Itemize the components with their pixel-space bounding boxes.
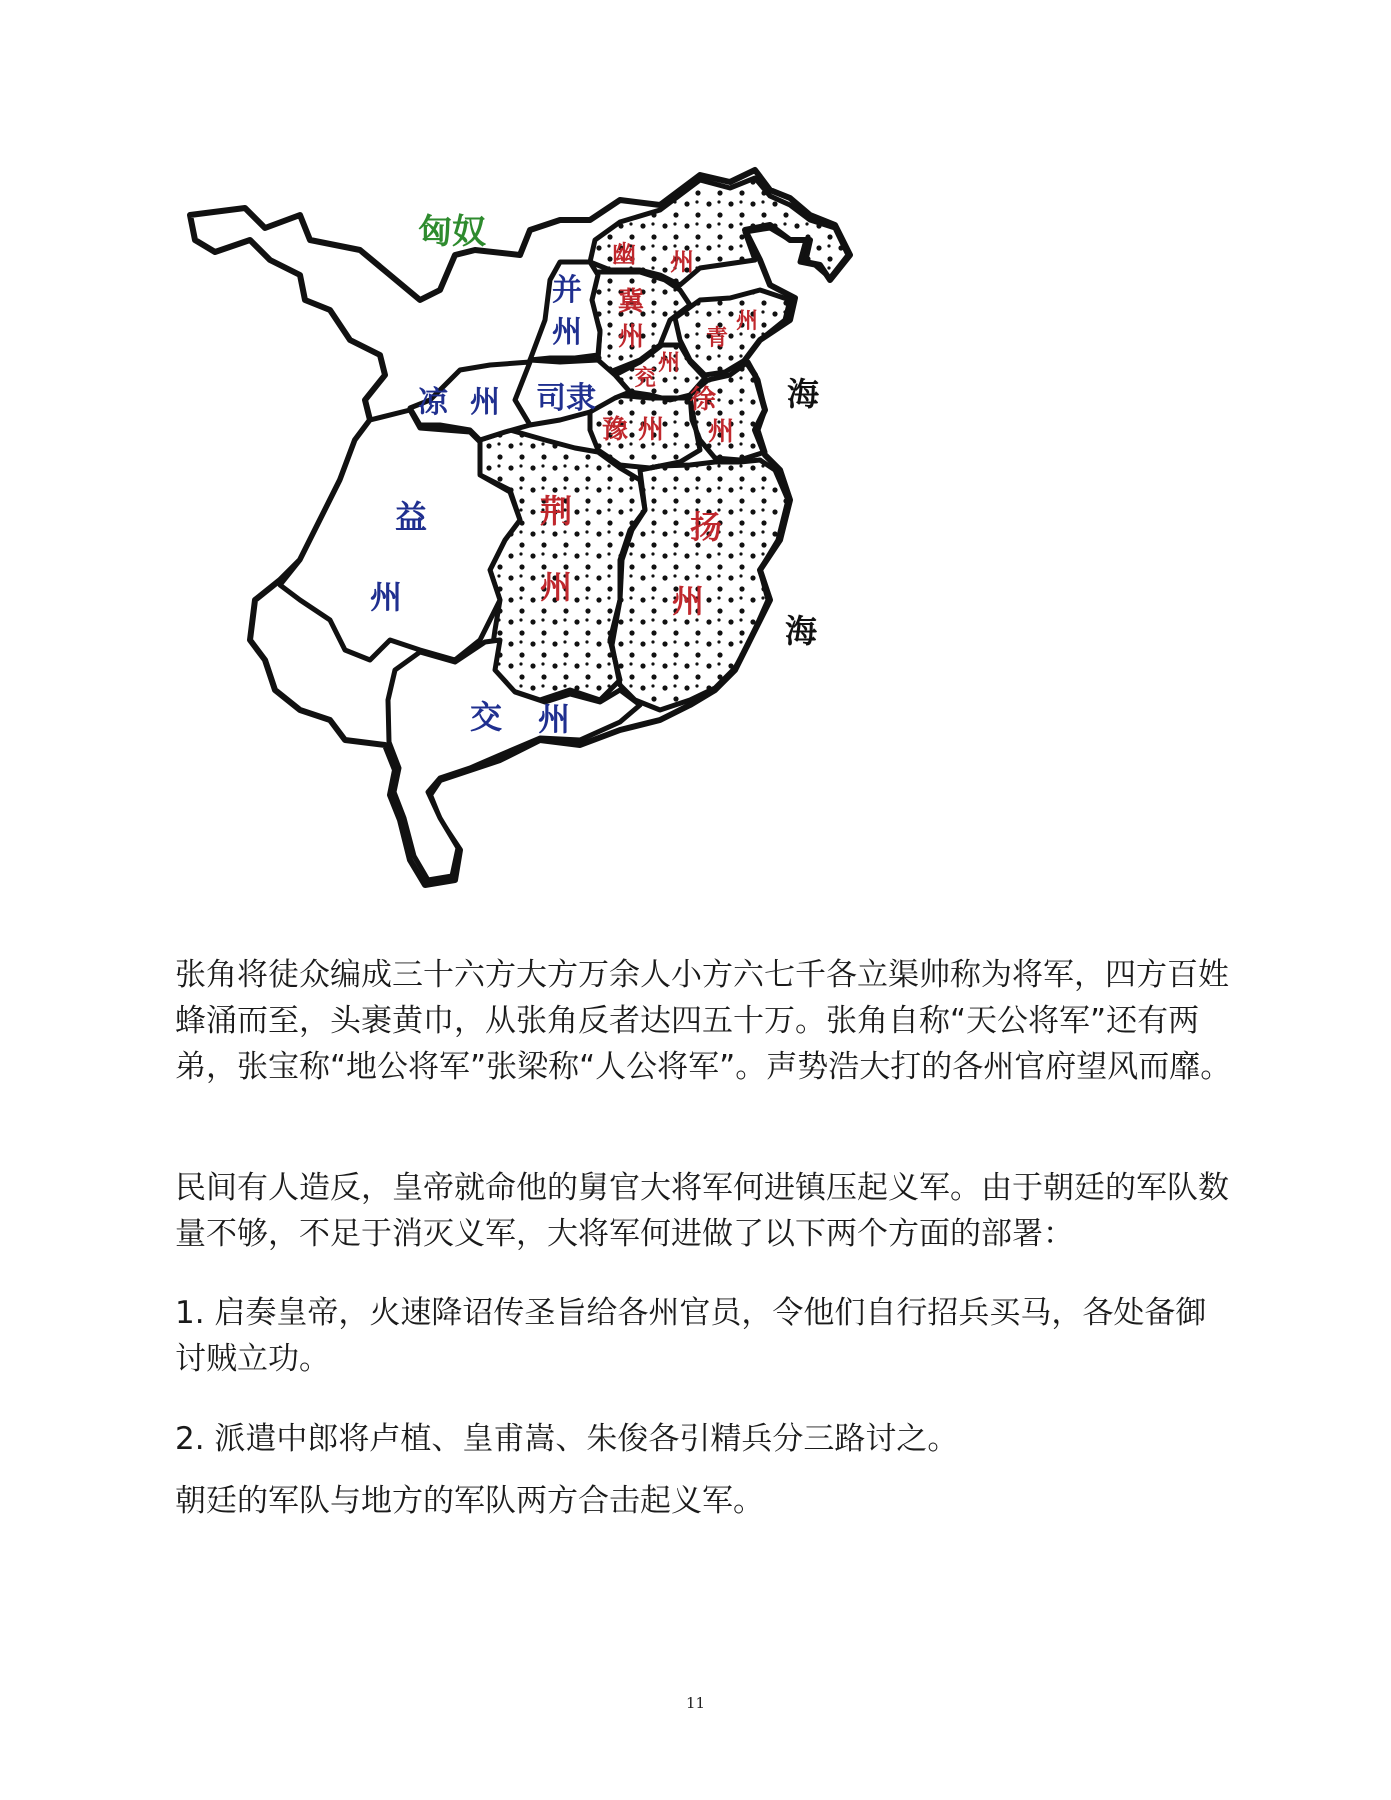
label-yan-1: 兖 — [634, 366, 657, 391]
label-bing-1: 并 — [552, 273, 582, 308]
label-jing-2: 州 — [540, 568, 573, 606]
label-yu-1: 豫 — [602, 415, 629, 445]
label-yi-2: 州 — [370, 578, 403, 616]
label-bing-2: 州 — [552, 315, 582, 350]
paragraph-item-2: 2. 派遣中郎将卢植、皇甫嵩、朱俊各引精兵分三路讨之。 — [175, 1421, 959, 1457]
paragraph-hejin: 民间有人造反，皇帝就命他的舅官大将军何进镇压起义军。由于朝廷的军队数量不够，不足于消灭义军，大将军何进做了以下两个方面的部署： — [175, 1170, 1229, 1252]
label-liang-2: 州 — [470, 385, 500, 420]
label-yi-1: 益 — [395, 498, 428, 536]
paragraph-zhangjiao: 张角将徒众编成三十六方大方万余人小方六七千各立渠帅称为将军，四方百姓蜂涌而至，头裹黄巾，从张角反者达四五十万。张角自称“天公将军”还有两弟，张宝称“地公将军”张梁称“人公将军”。声势浩大打的各州官府望风而靡。 — [175, 957, 1232, 1085]
label-yang-1: 扬 — [690, 508, 723, 546]
label-jiao-1: 交 — [470, 698, 503, 736]
paragraph-item-1: 1. 启奏皇帝，火速降诏传圣旨给各州官员，令他们自行招兵买马，各处备御讨贼立功。 — [175, 1295, 1207, 1377]
label-sea-2: 海 — [785, 612, 818, 650]
label-qing-2: 州 — [736, 309, 759, 334]
label-yang-2: 州 — [672, 582, 705, 620]
label-sea-1: 海 — [787, 375, 820, 413]
label-qing-1: 青 — [706, 326, 729, 351]
label-you-1: 幽 — [612, 240, 636, 268]
label-xu-1: 徐 — [690, 385, 717, 415]
label-liang-1: 凉 — [418, 385, 448, 420]
label-jing-1: 荆 — [540, 492, 573, 530]
label-yan-2: 州 — [658, 351, 681, 376]
label-sili: 司隶 — [536, 381, 596, 416]
label-you-2: 州 — [670, 248, 694, 276]
label-xu-2: 州 — [708, 417, 735, 447]
label-xiongnu: 匈奴 — [418, 212, 486, 252]
label-ji-1: 冀 — [618, 287, 645, 317]
label-yu-2: 州 — [638, 415, 665, 445]
paragraph-conclusion: 朝廷的军队与地方的军队两方合击起义军。 — [175, 1483, 764, 1519]
label-jiao-2: 州 — [538, 700, 571, 738]
label-ji-2: 州 — [618, 322, 645, 352]
page-number: 11 — [685, 1694, 706, 1712]
